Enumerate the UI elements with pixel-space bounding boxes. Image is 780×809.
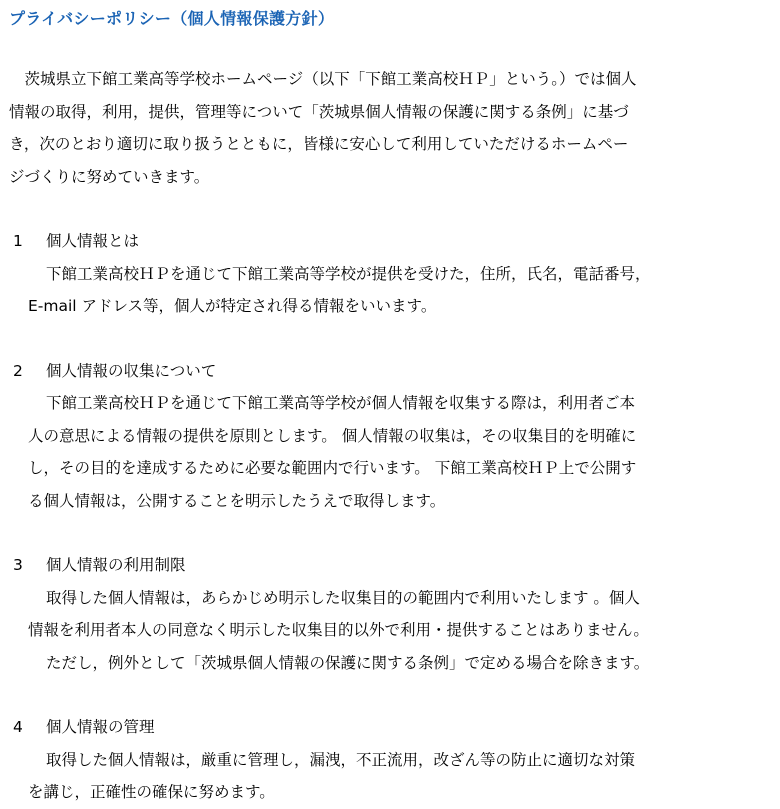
section-personal-info-definition [0,225,780,323]
section-number: 2 [13,361,23,380]
section-number: 4 [13,718,23,736]
section-line: 取得した個人情報は，あらかじめ明示した収集目的の範囲内で利用いたします 。個人 [46,588,640,607]
section-collection [0,355,780,518]
section-line: を講じ，正確性の確保に努めます。 [28,783,275,801]
page-title: プライバシーポリシー（個人情報保護方針） [9,9,335,28]
section-heading [0,711,780,744]
section-line: 取得した個人情報は，厳重に管理し，漏洩，不正流用，改ざん等の防止に適切な対策 [46,750,636,769]
section-management [0,711,780,809]
section-heading-text: 個人情報とは [46,232,140,250]
intro-line: 情報の取得，利用，提供，管理等について「茨城県個人情報の保護に関する条例」に基づ [9,102,629,121]
section-body [0,582,780,680]
section-line: 情報を利用者本人の同意なく明示した収集目的以外で利用・提供することはありません。 [28,621,649,639]
section-line: ただし，例外として「茨城県個人情報の保護に関する条例」で定める場合を除きます。 [46,653,650,672]
section-line: し，その目的を達成するために必要な範囲内で行います。 下館工業高校ＨＰ上で公開す [28,459,637,477]
section-line: る個人情報は，公開することを明示したうえで取得します。 [28,491,446,510]
intro-line: ジづくりに努めていきます。 [9,167,210,186]
section-line: 人の意思による情報の提供を原則とします。 個人情報の収集は，その収集目的を明確に [28,426,637,445]
intro-line: き，次のとおり適切に取り扱うとともに，皆様に安心して利用していただけるホームペー [9,135,629,153]
intro-paragraph [0,63,780,193]
section-usage-restriction [0,549,780,679]
section-heading-text: 個人情報の利用制限 [46,556,186,574]
section-body [0,258,780,323]
policy-document [0,63,780,809]
section-heading-text: 個人情報の収集について [46,361,217,380]
intro-line: 茨城県立下館工業高等学校ホームページ（以下「下館工業高校ＨＰ」という。）では個人 [9,70,637,88]
section-heading-text: 個人情報の管理 [46,718,155,736]
section-line: 下館工業高校ＨＰを通じて下館工業高等学校が個人情報を収集する際は，利用者ご本 [46,394,636,412]
section-heading [0,549,780,582]
section-number: 3 [13,556,23,574]
section-heading [0,355,780,388]
section-line: 下館工業高校ＨＰを通じて下館工業高等学校が提供を受けた，住所，氏名，電話番号， [46,264,651,283]
section-body [0,387,780,517]
section-line: E-mail アドレス等，個人が特定され得る情報をいいます。 [28,297,437,315]
section-number: 1 [13,232,23,250]
section-body [0,744,780,809]
section-heading [0,225,780,258]
